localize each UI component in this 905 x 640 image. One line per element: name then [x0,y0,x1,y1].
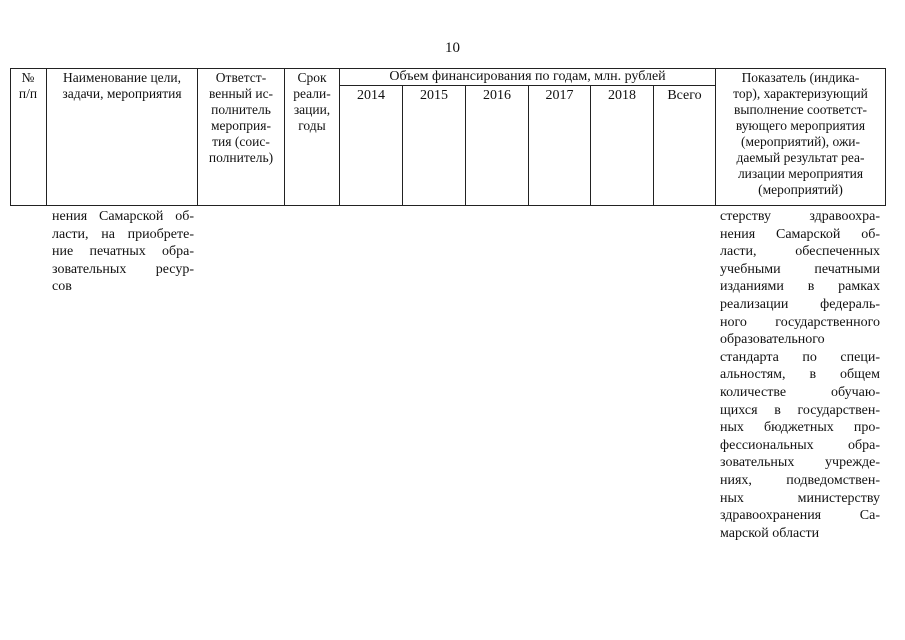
text-line: здравоохранения Са- [720,508,880,524]
header-financing: Объем финансирования по годам, млн. рублей [389,69,666,84]
text-line: ласти, на приобрете- [52,226,194,242]
header-bottom-border [10,205,886,206]
text-line: нения Самарской об- [720,226,880,242]
header-total: Всего [667,88,702,103]
header-year-2014: 2014 [357,88,385,103]
text-line: количестве обучаю- [720,384,880,400]
header-year-2016: 2016 [483,88,511,103]
row-indicator-text [720,208,880,542]
header-number: № п/п [18,70,38,101]
text-line: ние печатных обра- [52,244,194,260]
header-term: Срок реали- зации, годы [293,70,331,133]
text-line: зовательных ресур- [52,261,194,277]
text-line: образовательного [720,332,825,348]
text-line: реализации федераль- [720,296,880,312]
row-name-text [52,208,194,296]
table-right-border [885,68,886,206]
text-line: ного государственного [720,314,880,330]
text-line: альностям, в общем [720,367,880,383]
header-name: Наименование цели, задачи, мероприятия [62,70,182,101]
header-year-2017: 2017 [545,88,574,103]
text-line: изданиями в рамках [720,279,880,295]
text-line: стандарта по специ- [720,349,880,365]
text-line: ных бюджетных про- [720,420,880,436]
text-line: ных министерству [720,490,880,506]
text-line: нения Самарской об- [52,209,194,224]
header-year-2018: 2018 [608,88,636,103]
page-number: 10 [445,40,460,56]
text-line: фессиональных обра- [720,437,880,453]
text-line: стерству здравоохра- [720,209,880,224]
text-line: зовательных учрежде- [720,455,880,471]
text-line: сов [52,279,72,295]
header-indicator: Показатель (индика- тор), характеризующий выполнение соответст- вующего мероприятия (мероприятий), ожи- даемый результат реа- лизации мероприятия (мероприятий) [733,70,868,197]
text-line: ниях, подведомствен- [720,472,880,488]
years-divider [339,85,715,86]
text-line: щихся в государствен- [720,402,880,418]
text-line: ласти, обеспеченных [720,244,880,260]
header-responsible: Ответст- венный ис- полнитель мероприя- тия (соис- полнитель) [208,70,274,165]
header-year-2015: 2015 [420,88,448,103]
text-line: марской области [720,525,820,541]
text-line: учебными печатными [720,261,880,277]
